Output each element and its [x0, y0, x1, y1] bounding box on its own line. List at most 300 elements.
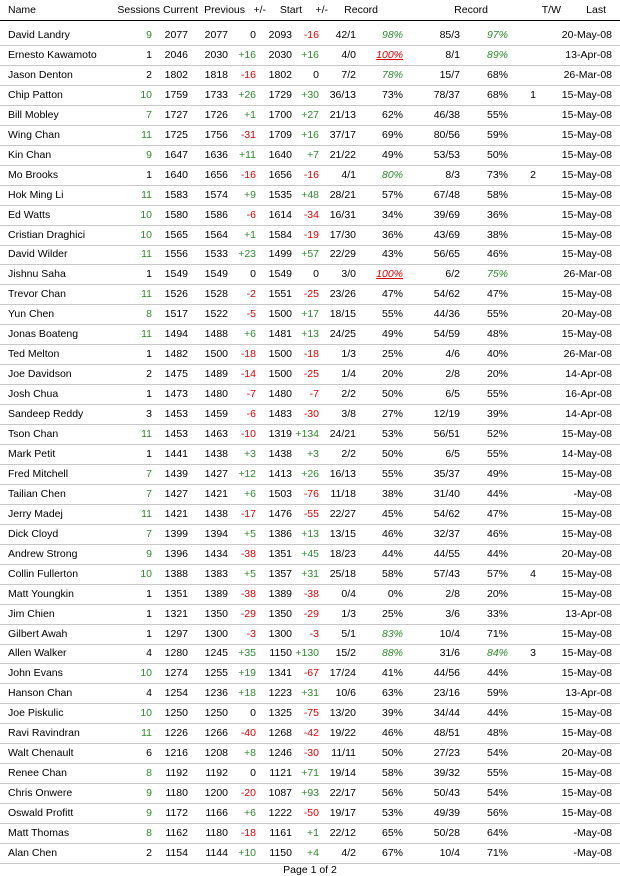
cell-diff1: -6 [246, 208, 256, 221]
cell-last: 15-May-08 [561, 148, 612, 161]
cell-record1: 11/11 [331, 747, 356, 760]
cell-previous: 1200 [204, 787, 228, 800]
header-tw: T/W [541, 4, 561, 16]
cell-diff2: -18 [303, 348, 319, 361]
cell-last: 15-May-08 [561, 428, 612, 440]
cell-start: 1481 [268, 328, 292, 341]
cell-previous: 1549 [204, 268, 228, 281]
cell-previous: 1488 [204, 328, 228, 341]
cell-sessions: 10 [140, 88, 152, 101]
header-row [0, 0, 620, 21]
cell-diff2: +45 [301, 547, 319, 560]
header-current: Current [162, 4, 198, 16]
cell-record2: 49/39 [433, 807, 460, 820]
cell-pct2: 55% [486, 447, 508, 460]
cell-current: 1482 [164, 348, 188, 361]
cell-record1: 19/22 [329, 727, 356, 740]
cell-name: Matt Youngkin [8, 587, 74, 600]
table-row [0, 643, 620, 664]
cell-pct1: 63% [381, 687, 403, 700]
header-diff2: +/- [315, 4, 328, 16]
cell-sessions: 1 [146, 388, 152, 401]
cell-start: 1614 [268, 208, 292, 221]
cell-diff2: +93 [301, 787, 319, 800]
cell-previous: 1250 [204, 707, 228, 720]
cell-diff1: +35 [238, 647, 256, 660]
cell-sessions: 6 [146, 747, 152, 760]
cell-pct2: 46% [486, 527, 508, 540]
cell-current: 1441 [164, 447, 188, 460]
cell-record2: 50/43 [433, 787, 460, 800]
cell-last: 15-May-08 [561, 507, 612, 520]
cell-current: 1526 [164, 288, 188, 301]
cell-name: Yun Chen [8, 308, 55, 321]
cell-start: 1161 [269, 827, 292, 839]
cell-pct1: 57% [381, 188, 403, 201]
table-row [0, 244, 620, 265]
table-row [0, 145, 620, 166]
table-row [0, 25, 620, 46]
cell-current: 1647 [164, 148, 188, 161]
cell-pct1: 45% [381, 507, 403, 520]
table-row [0, 584, 620, 605]
cell-diff2: +27 [301, 108, 319, 121]
table-row [0, 344, 620, 365]
cell-diff1: +23 [238, 248, 256, 261]
cell-record1: 22/17 [329, 787, 356, 800]
cell-current: 1565 [164, 228, 188, 241]
cell-record1: 16/31 [329, 208, 356, 221]
cell-current: 1453 [164, 408, 188, 421]
cell-diff2: +16 [301, 128, 319, 141]
cell-pct2: 89% [486, 48, 508, 61]
cell-name: Chip Patton [8, 88, 63, 101]
cell-name: John Evans [8, 667, 63, 680]
cell-previous: 1383 [204, 567, 228, 580]
cell-previous: 1266 [204, 727, 228, 740]
cell-sessions: 11 [141, 288, 152, 301]
cell-last: 15-May-08 [561, 288, 612, 301]
cell-diff1: -29 [240, 607, 256, 620]
cell-current: 1274 [164, 667, 188, 680]
cell-start: 1246 [268, 747, 292, 760]
cell-diff1: -2 [246, 288, 256, 301]
cell-record2: 56/65 [433, 248, 460, 261]
cell-record1: 19/17 [329, 807, 356, 820]
cell-diff1: -16 [240, 168, 256, 181]
cell-diff2: +17 [301, 308, 319, 321]
cell-previous: 1756 [204, 128, 228, 141]
cell-record2: 10/4 [439, 627, 460, 640]
cell-name: Mo Brooks [8, 168, 59, 181]
cell-diff2: -16 [303, 29, 319, 41]
cell-diff1: -20 [240, 787, 256, 800]
cell-sessions: 4 [146, 647, 152, 660]
cell-diff1: 0 [250, 767, 256, 780]
cell-pct2: 44% [486, 707, 508, 720]
cell-previous: 1245 [204, 647, 228, 660]
table-row [0, 743, 620, 764]
cell-pct1: 62% [381, 108, 403, 121]
cell-diff2: -16 [303, 168, 319, 181]
cell-diff2: -30 [303, 747, 319, 760]
cell-diff2: -38 [303, 587, 319, 600]
cell-diff2: -30 [303, 408, 319, 421]
cell-pct2: 68% [486, 68, 508, 81]
cell-start: 1386 [268, 527, 292, 540]
cell-name: Kin Chan [8, 148, 52, 161]
cell-diff1: +3 [244, 447, 256, 460]
header-sessions: Sessions [117, 4, 160, 16]
cell-last: 15-May-08 [561, 128, 612, 141]
cell-name: Ravi Ravindran [8, 727, 80, 740]
cell-previous: 1733 [204, 88, 228, 101]
cell-current: 1321 [164, 607, 188, 620]
cell-start: 1551 [268, 288, 292, 301]
cell-pct1: 53% [381, 807, 403, 820]
table-row [0, 843, 620, 864]
cell-previous: 1421 [204, 487, 228, 500]
cell-pct1: 38% [381, 487, 403, 500]
cell-sessions: 11 [141, 727, 152, 740]
cell-last: 15-May-08 [561, 647, 612, 660]
cell-record1: 42/1 [335, 29, 356, 41]
cell-pct2: 46% [486, 248, 508, 261]
cell-diff2: -25 [303, 368, 319, 381]
cell-record1: 7/2 [341, 68, 356, 81]
cell-pct1: 69% [381, 128, 403, 141]
cell-diff2: -75 [303, 707, 319, 720]
cell-pct1: 20% [381, 368, 403, 381]
cell-diff2: +26 [301, 467, 319, 480]
cell-diff1: -6 [246, 408, 256, 421]
cell-diff2: +4 [307, 846, 319, 859]
cell-sessions: 11 [141, 128, 152, 141]
cell-pct2: 84% [486, 647, 508, 660]
cell-start: 1500 [268, 348, 292, 361]
cell-last: 15-May-08 [561, 727, 612, 740]
header-record2: Record [454, 4, 488, 16]
cell-last: 15-May-08 [561, 328, 612, 341]
cell-sessions: 1 [146, 587, 152, 600]
cell-current: 1640 [164, 168, 188, 181]
cell-previous: 1144 [205, 846, 228, 859]
cell-name: Tson Chan [8, 428, 59, 440]
cell-name: Mark Petit [8, 447, 56, 460]
cell-name: Wing Chan [8, 128, 60, 141]
cell-diff2: -42 [303, 727, 319, 740]
cell-diff1: +5 [244, 527, 256, 540]
cell-diff1: 0 [250, 29, 256, 41]
cell-pct1: 49% [381, 148, 403, 161]
cell-record2: 80/56 [433, 128, 460, 141]
cell-last: 15-May-08 [561, 168, 612, 181]
cell-sessions: 8 [146, 308, 152, 321]
cell-diff1: -40 [240, 727, 256, 740]
cell-sessions: 9 [146, 148, 152, 161]
cell-pct2: 44% [486, 547, 508, 560]
cell-last: 15-May-08 [561, 248, 612, 261]
header-start: Start [279, 4, 302, 16]
cell-diff1: +18 [238, 687, 256, 700]
cell-record2: 12/19 [433, 408, 460, 421]
cell-name: Dick Cloyd [8, 527, 59, 540]
cell-last: 26-Mar-08 [563, 68, 612, 81]
cell-diff1: +16 [238, 48, 256, 61]
cell-start: 1389 [268, 587, 292, 600]
cell-diff2: +134 [295, 428, 319, 440]
table-row [0, 803, 620, 824]
cell-diff1: -17 [240, 507, 256, 520]
table-row [0, 444, 620, 465]
cell-pct1: 50% [381, 747, 403, 760]
cell-record1: 11/18 [330, 487, 356, 500]
table-row [0, 404, 620, 425]
cell-start: 1483 [268, 408, 292, 421]
table-row [0, 544, 620, 565]
cell-diff2: +48 [301, 188, 319, 201]
table-row [0, 125, 620, 146]
cell-record1: 13/15 [329, 527, 356, 540]
cell-diff1: -31 [240, 128, 256, 141]
cell-previous: 1434 [204, 547, 228, 560]
cell-name: Jerry Madej [8, 507, 63, 520]
cell-start: 1350 [268, 607, 292, 620]
cell-diff2: 0 [313, 68, 319, 81]
cell-current: 1172 [165, 807, 188, 820]
cell-last: 15-May-08 [561, 807, 612, 820]
page-footer: Page 1 of 2 [283, 864, 337, 876]
cell-record2: 85/3 [439, 29, 460, 41]
cell-record2: 8/3 [445, 168, 460, 181]
cell-record1: 2/2 [341, 388, 356, 401]
cell-current: 1388 [164, 567, 188, 580]
cell-current: 1280 [164, 647, 188, 660]
cell-record2: 10/4 [439, 846, 460, 859]
cell-name: Jason Denton [8, 68, 73, 81]
cell-record2: 44/36 [433, 308, 460, 321]
cell-sessions: 10 [140, 707, 152, 720]
cell-previous: 1427 [204, 467, 228, 480]
cell-record1: 23/26 [329, 288, 356, 301]
cell-diff2: +16 [301, 48, 319, 61]
cell-start: 1121 [269, 767, 292, 780]
cell-record1: 24/25 [329, 328, 356, 341]
cell-record1: 13/20 [329, 707, 356, 720]
cell-pct2: 33% [486, 607, 508, 620]
cell-record1: 17/30 [329, 228, 356, 241]
cell-diff1: -7 [246, 388, 256, 401]
cell-name: Ted Melton [8, 348, 60, 361]
cell-previous: 1500 [204, 348, 228, 361]
table-row [0, 304, 620, 325]
cell-pct2: 55% [486, 108, 508, 121]
cell-current: 1580 [164, 208, 188, 221]
cell-name: Matt Thomas [8, 827, 70, 839]
cell-pct1: 55% [381, 308, 403, 321]
cell-name: Alan Chen [8, 846, 58, 859]
cell-pct1: 34% [381, 208, 403, 221]
cell-previous: 1489 [204, 368, 228, 381]
cell-pct2: 48% [486, 328, 508, 341]
cell-pct1: 36% [381, 228, 403, 241]
header-diff1: +/- [253, 4, 266, 16]
cell-previous: 1656 [204, 168, 228, 181]
cell-record1: 10/6 [335, 687, 356, 700]
cell-pct2: 47% [486, 507, 508, 520]
cell-last: 15-May-08 [561, 527, 612, 540]
cell-last: 15-May-08 [561, 108, 612, 121]
cell-start: 1438 [268, 447, 292, 460]
cell-diff1: 0 [250, 707, 256, 720]
table-row [0, 624, 620, 645]
cell-record1: 16/13 [329, 467, 356, 480]
cell-previous: 1528 [204, 288, 228, 301]
cell-diff2: +130 [295, 647, 319, 660]
cell-record2: 39/32 [433, 767, 460, 780]
cell-diff1: -10 [240, 428, 256, 440]
cell-record1: 4/1 [341, 168, 356, 181]
cell-diff2: +57 [301, 248, 319, 261]
cell-name: Jim Chien [8, 607, 55, 620]
cell-diff1: -38 [240, 547, 256, 560]
cell-previous: 1480 [204, 388, 228, 401]
cell-pct1: 43% [381, 248, 403, 261]
table-row [0, 225, 620, 246]
cell-sessions: 1 [146, 48, 152, 61]
cell-name: Joe Piskulic [8, 707, 64, 720]
cell-diff2: +13 [301, 328, 319, 341]
cell-pct2: 48% [486, 727, 508, 740]
cell-pct2: 40% [486, 348, 508, 361]
cell-diff1: +6 [244, 487, 256, 500]
cell-sessions: 7 [146, 487, 152, 500]
cell-record1: 3/0 [341, 268, 356, 281]
cell-pct2: 71% [486, 846, 508, 859]
cell-record1: 18/23 [329, 547, 356, 560]
cell-previous: 1818 [204, 68, 228, 81]
cell-name: Gilbert Awah [8, 627, 68, 640]
cell-name: Walt Chenault [8, 747, 74, 760]
cell-diff2: +1 [307, 827, 319, 839]
cell-previous: 1389 [204, 587, 228, 600]
cell-record2: 8/1 [445, 48, 460, 61]
cell-current: 1473 [164, 388, 188, 401]
cell-start: 1341 [268, 667, 292, 680]
cell-record2: 53/53 [433, 148, 460, 161]
cell-pct1: 50% [381, 447, 403, 460]
table-row [0, 663, 620, 684]
cell-start: 1319 [268, 428, 292, 440]
cell-record1: 22/29 [329, 248, 356, 261]
cell-pct1: 56% [381, 787, 403, 800]
cell-diff2: -55 [303, 507, 319, 520]
cell-diff2: -76 [303, 487, 319, 500]
cell-pct1: 46% [381, 727, 403, 740]
cell-record2: 15/7 [439, 68, 460, 81]
cell-start: 2030 [268, 48, 292, 61]
cell-pct1: 98% [381, 29, 403, 41]
cell-name: Ed Watts [8, 208, 51, 221]
cell-sessions: 10 [140, 228, 152, 241]
cell-pct2: 52% [486, 428, 508, 440]
cell-pct2: 97% [486, 29, 508, 41]
cell-last: 26-Mar-08 [563, 348, 612, 361]
cell-record2: 67/48 [433, 188, 460, 201]
cell-current: 1494 [164, 328, 188, 341]
cell-name: Joe Davidson [8, 368, 72, 381]
cell-diff1: +8 [244, 747, 256, 760]
cell-sessions: 2 [146, 368, 152, 381]
cell-record2: 6/5 [445, 388, 460, 401]
cell-name: Josh Chua [8, 388, 59, 401]
cell-record1: 36/13 [329, 88, 356, 101]
cell-record2: 54/62 [433, 507, 460, 520]
cell-diff1: +9 [244, 188, 256, 201]
cell-pct2: 47% [486, 288, 508, 301]
cell-diff2: -7 [309, 388, 319, 401]
cell-diff2: +31 [301, 567, 319, 580]
cell-record2: 31/6 [439, 647, 460, 660]
cell-current: 1439 [164, 467, 188, 480]
cell-last: 14-Apr-08 [565, 368, 612, 381]
cell-last: 15-May-08 [561, 667, 612, 680]
cell-sessions: 11 [141, 328, 152, 341]
cell-pct1: 50% [381, 388, 403, 401]
cell-last: 15-May-08 [561, 787, 612, 800]
cell-previous: 1300 [204, 627, 228, 640]
cell-diff2: -34 [303, 208, 319, 221]
cell-pct2: 58% [486, 188, 508, 201]
cell-record1: 4/0 [341, 48, 356, 61]
cell-pct2: 55% [486, 388, 508, 401]
cell-pct2: 68% [486, 88, 508, 101]
cell-last: 14-May-08 [561, 447, 612, 460]
cell-last: 15-May-08 [561, 587, 612, 600]
cell-record1: 21/13 [329, 108, 356, 121]
cell-sessions: 10 [140, 567, 152, 580]
cell-start: 2093 [268, 29, 292, 41]
cell-start: 1223 [268, 687, 292, 700]
cell-previous: 2077 [204, 29, 228, 41]
table-row [0, 364, 620, 385]
cell-current: 1351 [164, 587, 188, 600]
cell-pct1: 100% [376, 268, 403, 281]
cell-previous: 2030 [204, 48, 228, 61]
cell-pct1: 78% [381, 68, 403, 81]
cell-current: 1162 [165, 827, 188, 839]
cell-last: 15-May-08 [561, 467, 612, 480]
cell-sessions: 3 [146, 408, 152, 421]
table-row [0, 45, 620, 66]
cell-sessions: 7 [146, 467, 152, 480]
cell-record2: 44/55 [433, 547, 460, 560]
cell-last: -May-08 [573, 846, 612, 859]
cell-sessions: 1 [146, 447, 152, 460]
cell-start: 1584 [268, 228, 292, 241]
cell-current: 1725 [164, 128, 188, 141]
cell-record1: 3/8 [341, 408, 356, 421]
cell-record1: 37/17 [329, 128, 356, 141]
cell-diff2: +30 [301, 88, 319, 101]
cell-record2: 23/16 [433, 687, 460, 700]
cell-start: 1480 [268, 388, 292, 401]
cell-pct1: 39% [381, 707, 403, 720]
cell-diff1: -18 [240, 827, 256, 839]
cell-record2: 31/40 [433, 487, 460, 500]
cell-start: 1499 [268, 248, 292, 261]
cell-last: 15-May-08 [561, 188, 612, 201]
